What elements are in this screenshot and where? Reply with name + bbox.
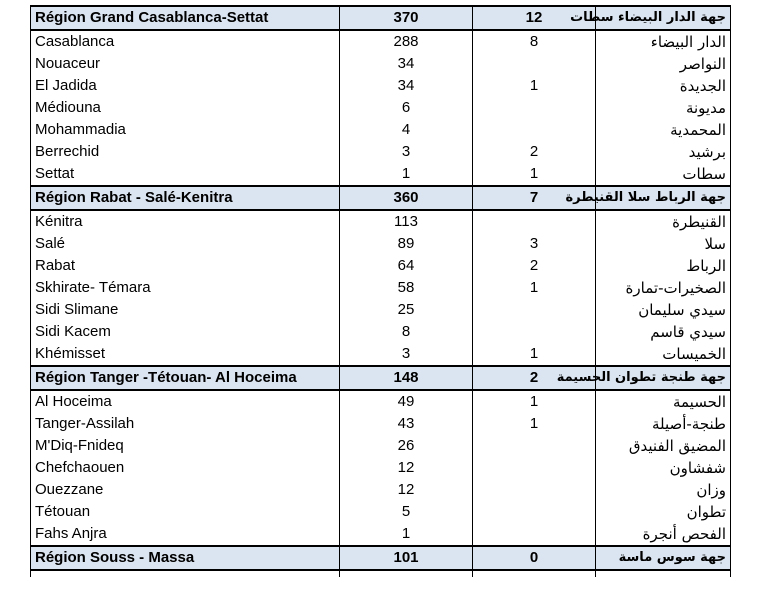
region-row-tanger-tetouan-al-hoceima: [31, 366, 731, 390]
city-cases: 49: [340, 390, 473, 413]
city-cases: 288: [340, 30, 473, 53]
city-name-fr: Khémisset: [31, 343, 340, 366]
city-name-fr: Fahs Anjra: [31, 523, 340, 546]
city-row: [31, 343, 731, 366]
city-name-ar: سيدي قاسم: [596, 321, 731, 343]
city-row: [31, 413, 731, 435]
city-deaths: 1: [473, 413, 596, 435]
city-name-ar: تطوان: [596, 501, 731, 523]
city-deaths: [473, 435, 596, 457]
city-cases: 1: [340, 163, 473, 186]
city-cases: 6: [340, 97, 473, 119]
city-row: [31, 30, 731, 53]
city-name-ar: الدار البيضاء: [596, 30, 731, 53]
city-deaths: 1: [473, 75, 596, 97]
city-name-ar: سطات: [596, 163, 731, 186]
city-name-ar: برشيد: [596, 141, 731, 163]
city-name-fr: M'Diq-Fnideq: [31, 435, 340, 457]
region-cases: 360: [340, 186, 473, 210]
city-name-fr: Settat: [31, 163, 340, 186]
region-cases: 101: [340, 546, 473, 570]
city-name-ar: سيدي سليمان: [596, 299, 731, 321]
city-deaths: [473, 501, 596, 523]
city-deaths: [473, 321, 596, 343]
city-deaths: [473, 457, 596, 479]
city-cases: 3: [340, 343, 473, 366]
city-cases: 58: [340, 277, 473, 299]
city-name-fr: Kénitra: [31, 210, 340, 233]
region-deaths: 7: [473, 186, 596, 210]
region-deaths: 2: [473, 366, 596, 390]
city-cases: 8: [340, 321, 473, 343]
city-name-fr: Al Hoceima: [31, 390, 340, 413]
city-row: [31, 163, 731, 186]
city-row: [31, 435, 731, 457]
region-name-ar: جهة الدار البيضاء سطات: [596, 6, 731, 30]
city-row: [31, 523, 731, 546]
city-deaths: [473, 479, 596, 501]
city-cases: 34: [340, 75, 473, 97]
city-cases: 12: [340, 457, 473, 479]
city-row: [31, 233, 731, 255]
city-name-fr: Berrechid: [31, 141, 340, 163]
city-deaths: 1: [473, 343, 596, 366]
city-name-fr: Tétouan: [31, 501, 340, 523]
region-name-fr: Région Grand Casablanca-Settat: [31, 6, 340, 30]
city-cases: 12: [340, 479, 473, 501]
region-name-fr: Région Tanger -Tétouan- Al Hoceima: [31, 366, 340, 390]
city-name-fr: Mohammadia: [31, 119, 340, 141]
city-row: [31, 277, 731, 299]
region-name-fr: Région Rabat - Salé-Kenitra: [31, 186, 340, 210]
city-name-fr: Ouezzane: [31, 479, 340, 501]
city-row: [31, 210, 731, 233]
region-name-ar: جهة الرباط سلا القنيطرة: [596, 186, 731, 210]
region-row-rabat-sale-kenitra: [31, 186, 731, 210]
region-deaths: 12: [473, 6, 596, 30]
city-name-ar: القنيطرة: [596, 210, 731, 233]
city-deaths: 2: [473, 255, 596, 277]
city-row: [31, 255, 731, 277]
city-name-ar: شفشاون: [596, 457, 731, 479]
city-deaths: 8: [473, 30, 596, 53]
city-name-ar: الخميسات: [596, 343, 731, 366]
city-deaths: [473, 210, 596, 233]
city-cases: 43: [340, 413, 473, 435]
city-name-ar: وزان: [596, 479, 731, 501]
region-deaths: 0: [473, 546, 596, 570]
city-deaths: 3: [473, 233, 596, 255]
city-name-fr: Salé: [31, 233, 340, 255]
city-cases: 89: [340, 233, 473, 255]
city-name-ar: النواصر: [596, 53, 731, 75]
city-name-ar: مديونة: [596, 97, 731, 119]
city-deaths: [473, 53, 596, 75]
city-name-ar: الرباط: [596, 255, 731, 277]
city-name-fr: Skhirate- Témara: [31, 277, 340, 299]
city-name-fr: Sidi Slimane: [31, 299, 340, 321]
city-deaths: [473, 299, 596, 321]
city-row: [31, 97, 731, 119]
city-cases: 4: [340, 119, 473, 141]
city-name-fr: Chefchaouen: [31, 457, 340, 479]
city-name-fr: Nouaceur: [31, 53, 340, 75]
city-name-ar: المحمدية: [596, 119, 731, 141]
city-row: [31, 119, 731, 141]
city-deaths: [473, 119, 596, 141]
city-deaths: 1: [473, 277, 596, 299]
city-cases: 5: [340, 501, 473, 523]
city-name-fr: Sidi Kacem: [31, 321, 340, 343]
cut-off-row: [31, 570, 731, 577]
region-cases: 370: [340, 6, 473, 30]
city-cases: 25: [340, 299, 473, 321]
table-body: [31, 6, 731, 577]
city-deaths: [473, 97, 596, 119]
city-row: [31, 321, 731, 343]
city-deaths: 2: [473, 141, 596, 163]
city-name-fr: Tanger-Assilah: [31, 413, 340, 435]
city-row: [31, 501, 731, 523]
city-name-ar: الصخيرات-تمارة: [596, 277, 731, 299]
region-row-souss-massa: [31, 546, 731, 570]
city-name-fr: Médiouna: [31, 97, 340, 119]
city-cases: 64: [340, 255, 473, 277]
city-name-fr: Casablanca: [31, 30, 340, 53]
city-name-ar: المضيق الفنيدق: [596, 435, 731, 457]
city-row: [31, 457, 731, 479]
city-deaths: 1: [473, 390, 596, 413]
city-name-ar: طنجة-أصيلة: [596, 413, 731, 435]
region-name-fr: Région Souss - Massa: [31, 546, 340, 570]
city-row: [31, 390, 731, 413]
city-cases: 34: [340, 53, 473, 75]
city-cases: 3: [340, 141, 473, 163]
city-deaths: 1: [473, 163, 596, 186]
city-deaths: [473, 523, 596, 546]
city-row: [31, 479, 731, 501]
region-name-ar: جهة سوس ماسة: [596, 546, 731, 570]
region-cases: 148: [340, 366, 473, 390]
city-row: [31, 299, 731, 321]
city-cases: 1: [340, 523, 473, 546]
regional-cases-table: [30, 5, 731, 577]
city-name-fr: El Jadida: [31, 75, 340, 97]
city-row: [31, 141, 731, 163]
city-name-ar: سلا: [596, 233, 731, 255]
city-row: [31, 75, 731, 97]
city-name-ar: الجديدة: [596, 75, 731, 97]
city-name-fr: Rabat: [31, 255, 340, 277]
city-cases: 113: [340, 210, 473, 233]
region-name-ar: جهة طنجة تطوان الحسيمة: [596, 366, 731, 390]
city-cases: 26: [340, 435, 473, 457]
city-name-ar: الحسيمة: [596, 390, 731, 413]
city-name-ar: الفحص أنجرة: [596, 523, 731, 546]
region-row-grand-casablanca-settat: [31, 6, 731, 30]
city-row: [31, 53, 731, 75]
